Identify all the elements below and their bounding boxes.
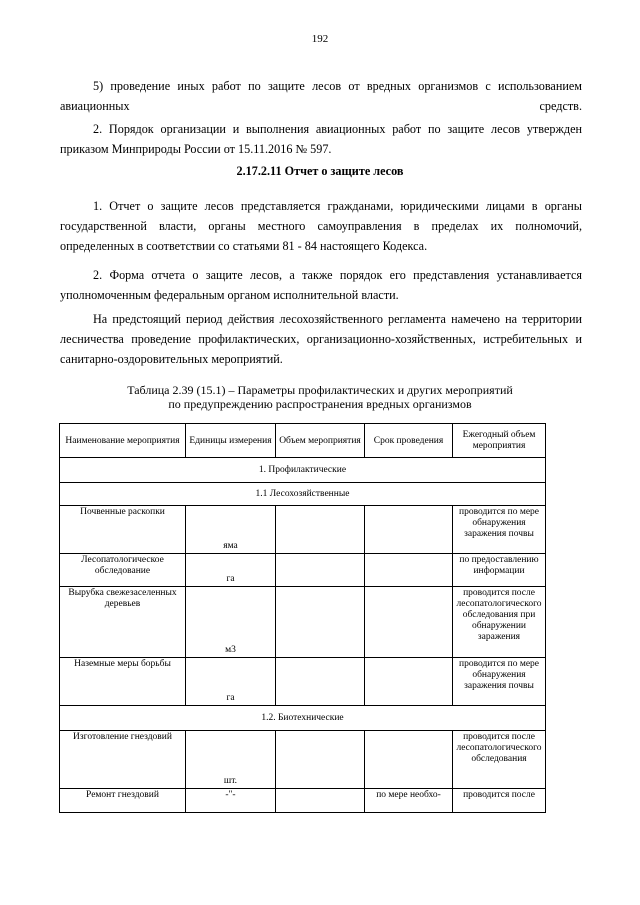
cell-term [365,554,453,587]
table-row [60,587,546,658]
cell-unit: -"- [186,789,276,813]
header-volume: Объем мероприятия [276,424,365,458]
cell-term: по мере необхо- [365,789,453,813]
section-row [60,458,546,483]
header-unit: Единицы измерения [186,424,276,458]
section-row [60,483,546,506]
cell-annual: проводится после [453,789,546,813]
table-caption-line2: по предупреждению распространения вредных организмов [168,397,472,411]
paragraph-planned-measures: На предстоящий период действия лесохозяйственного регламента намечено на территории лесничества проведение профилактических, организационно-хозяйственных, истребительных и санитарно-оздоровительных мероприятий. [60,312,582,366]
table-row [60,658,546,706]
cell-unit: яма [186,506,276,554]
table-row [60,731,546,789]
cell-unit: шт. [186,731,276,789]
section-forestry: 1.1 Лесохозяйственные [60,483,546,506]
cell-name: Вырубка свежезаселенных деревьев [60,587,186,658]
table-header-row [60,424,546,458]
cell-volume [276,789,365,813]
section-heading: 2.17.2.11 Отчет о защите лесов [236,164,404,178]
cell-annual: проводится после лесопатологического обследования при обнаружении заражения [453,587,546,658]
paragraph-aviation-order: 2. Порядок организации и выполнения авиационных работ по защите лесов утвержден приказом Минприроды России от 15.11.2016 № 597. [60,122,582,156]
cell-term [365,587,453,658]
cell-volume [276,506,365,554]
cell-volume [276,587,365,658]
cell-unit: м3 [186,587,276,658]
cell-unit: га [186,554,276,587]
cell-term [365,658,453,706]
cell-annual: проводится по мере обнаружения заражения почвы [453,506,546,554]
cell-annual: проводится после лесопатологического обследования [453,731,546,789]
cell-annual: по предоставлению информации [453,554,546,587]
cell-annual: проводится по мере обнаружения заражения почвы [453,658,546,706]
cell-name: Наземные меры борьбы [60,658,186,706]
section-biotechnical: 1.2. Биотехнические [60,706,546,731]
table-row [60,554,546,587]
header-name: Наименование мероприятия [60,424,186,458]
table-row [60,506,546,554]
table-caption-line1: Таблица 2.39 (15.1) – Параметры профилактических и других мероприятий [127,383,513,397]
cell-volume [276,554,365,587]
paragraph-report-submission: 1. Отчет о защите лесов представляется гражданами, юридическими лицами в органы государственной власти, органы местного самоуправления в пределах их полномочий, определенных в соответствии со статьями 81 - 84 настоящего Кодекса. [60,199,582,253]
header-term: Срок проведения [365,424,453,458]
section-row [60,706,546,731]
cell-unit: га [186,658,276,706]
cell-volume [276,731,365,789]
paragraph-aviation-works: 5) проведение иных работ по защите лесов от вредных организмов с использованием авиационных средств. [60,79,582,113]
cell-term [365,731,453,789]
table-row [60,789,546,813]
cell-name: Лесопатологическое обследование [60,554,186,587]
cell-volume [276,658,365,706]
section-preventive: 1. Профилактические [60,458,546,483]
paragraph-report-form: 2. Форма отчета о защите лесов, а также порядок его представления устанавливается уполномоченным федеральным органом исполнительной власти. [60,268,582,302]
cell-name: Ремонт гнездовий [60,789,186,813]
cell-term [365,506,453,554]
cell-name: Почвенные раскопки [60,506,186,554]
header-annual: Ежегодный объем мероприятия [453,424,546,458]
page-number: 192 [311,33,329,45]
cell-name: Изготовление гнездовий [60,731,186,789]
measures-table [59,423,546,813]
